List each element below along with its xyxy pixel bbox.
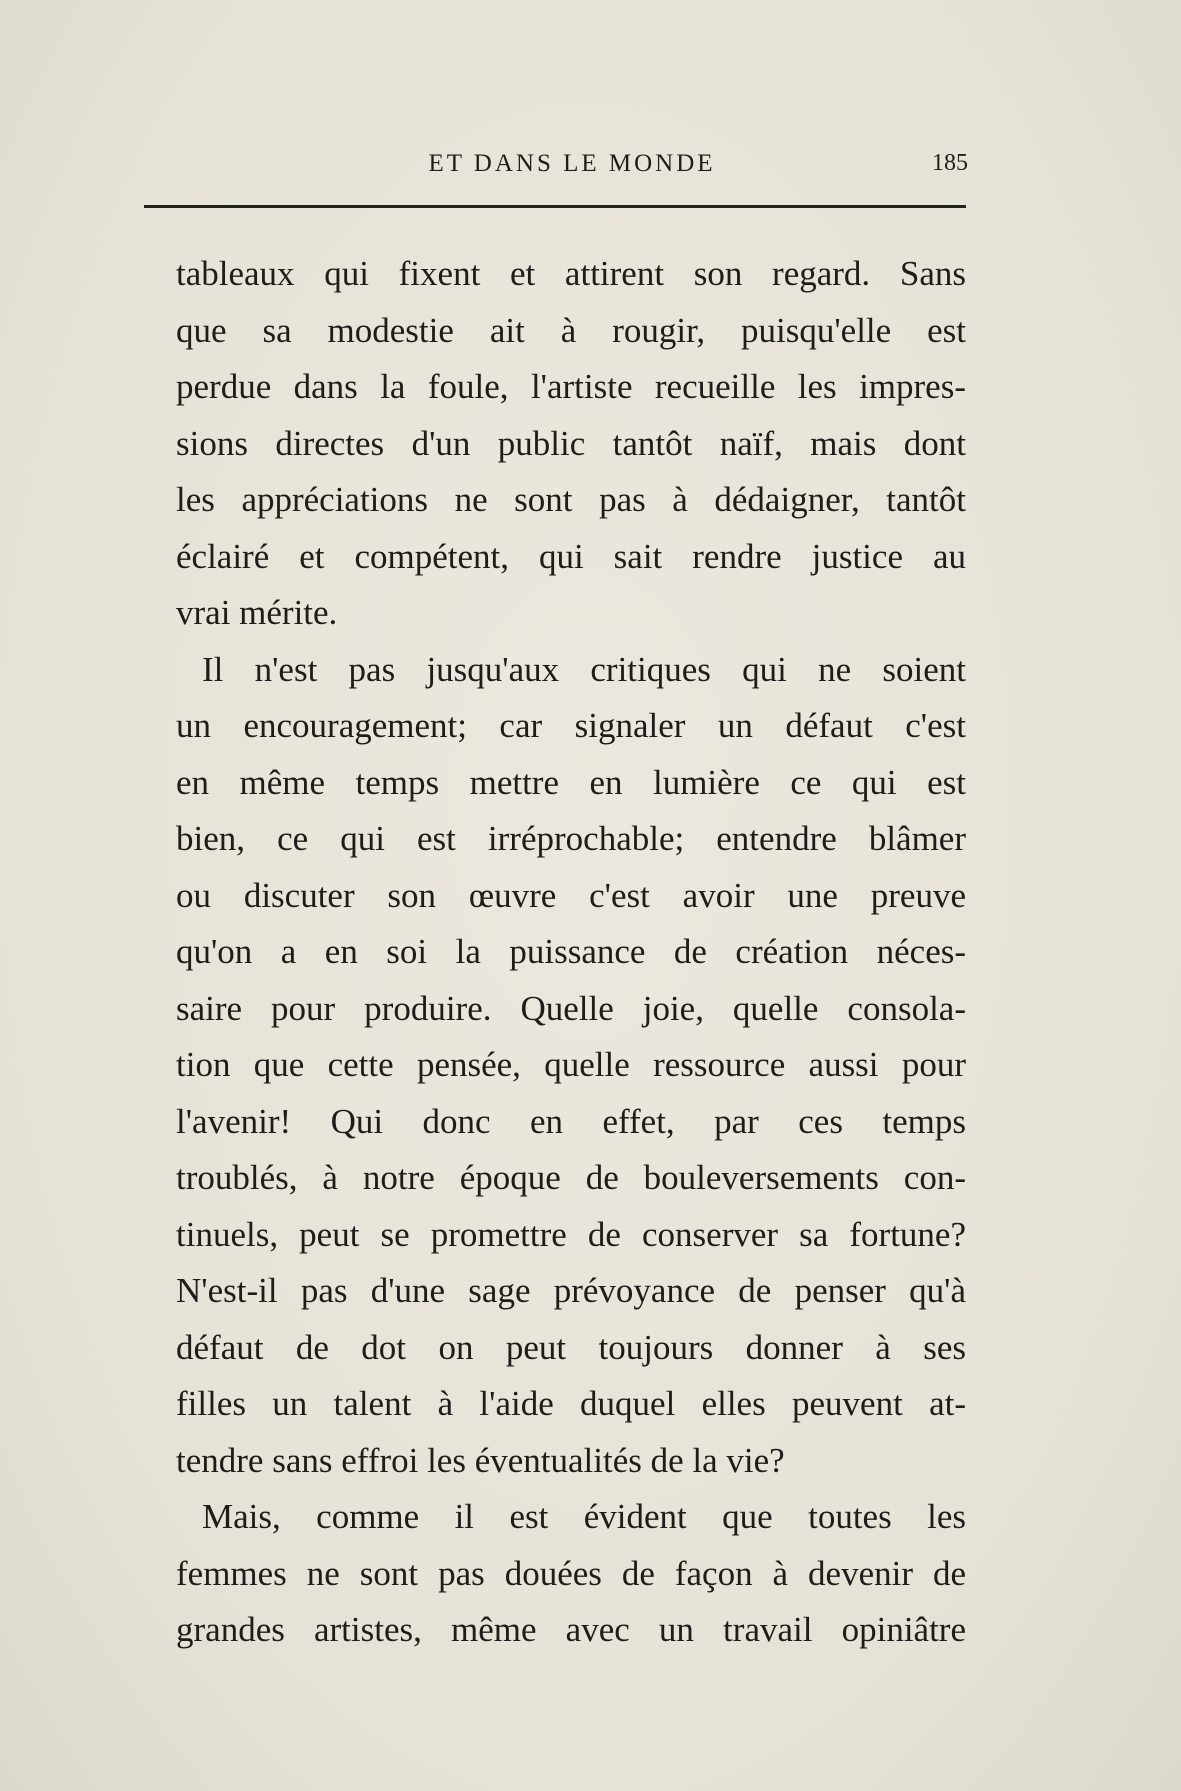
text-line: tion que cette pensée, quelle ressource aussi pour [176,1045,966,1084]
running-header [176,146,968,186]
text-line: troublés, à notre époque de bouleversements con- [176,1158,966,1197]
running-title: ET DANS LE MONDE [428,150,716,177]
text-line: N'est-il pas d'une sage prévoyance de penser qu'à [176,1271,966,1310]
text-line: ou discuter son œuvre c'est avoir une preuve [176,875,966,915]
header-rule [144,205,966,208]
text-line: filles un talent à l'aide duquel elles peuvent at- [176,1384,966,1423]
text-line: que sa modestie ait à rougir, puisqu'elle est [176,310,966,350]
text-line: tableaux qui fixent et attirent son regard. Sans [176,254,966,293]
text-line: tinuels, peut se promettre de conserver sa fortune? [176,1214,966,1254]
text-line: qu'on a en soi la puissance de création néces- [176,932,966,971]
text-line: perdue dans la foule, l'artiste recueille les impres- [176,367,966,406]
body-text [176,246,966,1659]
text-line: tendre sans effroi les éventualités de la vie? [176,1440,785,1480]
paragraph-start-line: Il n'est pas jusqu'aux critiques qui ne soient [202,649,966,689]
text-line: un encouragement; car signaler un défaut c'est [176,706,966,745]
text-line: l'avenir! Qui donc en effet, par ces temps [176,1101,966,1141]
text-line: en même temps mettre en lumière ce qui est [176,762,966,802]
text-line: vrai mérite. [176,593,338,632]
text-line: défaut de dot on peut toujours donner à ses [176,1327,966,1367]
text-line: sions directes d'un public tantôt naïf, mais dont [176,423,966,463]
text-line: saire pour produire. Quelle joie, quelle consola- [176,988,966,1028]
text-line: bien, ce qui est irréprochable; entendre blâmer [176,819,966,858]
text-line: éclairé et compétent, qui sait rendre justice au [176,536,966,576]
text-line: grandes artistes, même avec un travail opiniâtre [176,1610,966,1649]
text-line: femmes ne sont pas douées de façon à devenir de [176,1553,966,1593]
paragraph-start-line: Mais, comme il est évident que toutes les [202,1497,966,1536]
text-line: les appréciations ne sont pas à dédaigner, tantôt [176,480,966,519]
page-number: 185 [932,150,968,176]
